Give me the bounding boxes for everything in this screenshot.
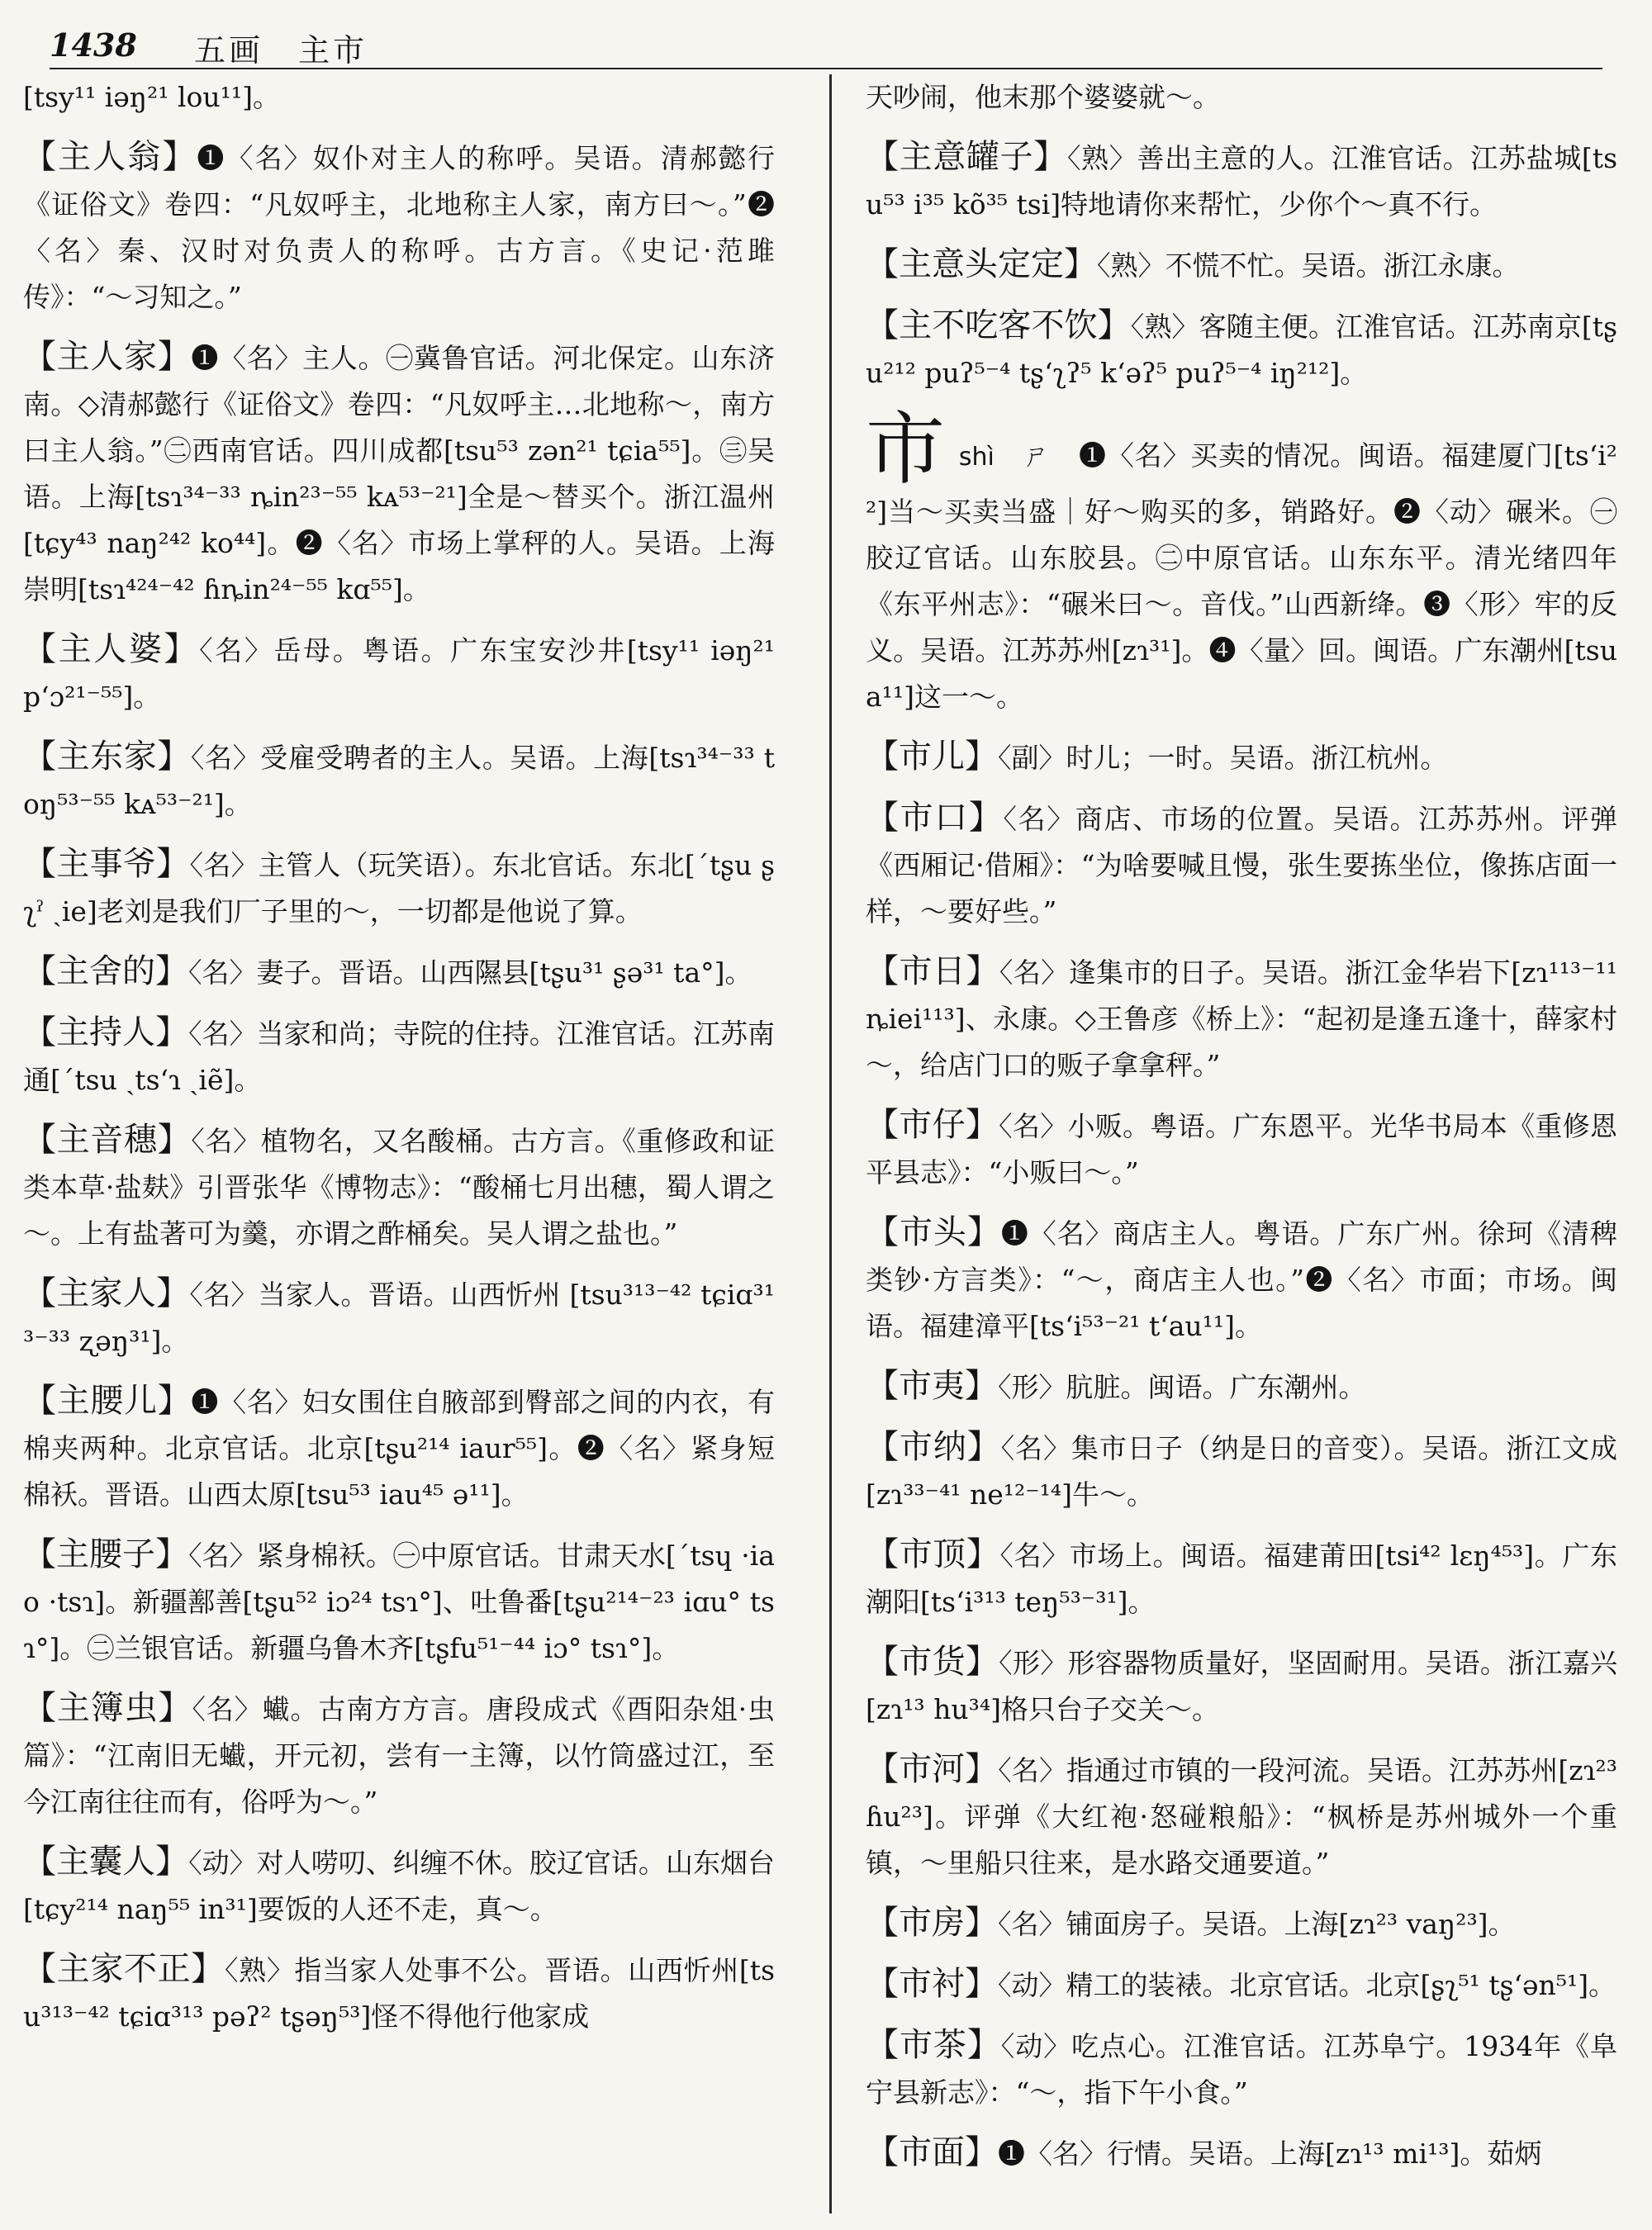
entry-body: ❶〈名〉商店主人。粤语。广东广州。徐珂《清稗类钞·方言类》：“～，商店主人也。”❷〈名〉市面；市场。闽语。福建漳平[ts‘i⁵³⁻²¹ t‘au¹¹]。 — [866, 1217, 1617, 1342]
entry-body: 〈名〉市场上。闽语。福建莆田[tsi⁴² lɛŋ⁴⁵³]。广东潮阳[ts‘i³¹³ teŋ⁵³⁻³¹]。 — [866, 1540, 1617, 1618]
dictionary-entry — [866, 134, 1617, 228]
entry-body: 〈名〉紧身棉袄。㊀中原官话。甘肃天水[ˊtsɥ ·iao ·tsɿ]。新疆鄯善[tʂu⁵² iɔ²⁴ tsɿ°]、吐鲁番[tʂu²¹⁴⁻²³ iɑu° tsɿ°]。㊁兰银官话。新疆乌鲁木齐[tʂfu⁵¹⁻⁴⁴ iɔ° tsɿ°]。 — [23, 1540, 775, 1664]
entry-body: 〈熟〉善出主意的人。江淮官话。江苏盐城[tsu⁵³ i³⁵ kõ³⁵ tsi]特地请你来帮忙，少你个～真不行。 — [866, 142, 1617, 221]
entry-body: 〈熟〉指当家人处事不公。晋语。山西忻州[tsu³¹³⁻⁴² tɕiɑ³¹³ pəʔ² tʂəŋ⁵³]怪不得他行他家成 — [23, 1954, 775, 2033]
dictionary-entry — [23, 1009, 775, 1103]
entry-body: 天吵闹，他末那个婆婆就～。 — [866, 81, 1220, 113]
left-column — [23, 74, 775, 2205]
dictionary-entry — [866, 1424, 1617, 1518]
dictionary-entry — [866, 1363, 1617, 1411]
entry-pinyin: shì — [958, 443, 995, 472]
entry-body: 〈形〉形容器物质量好，坚固耐用。吴语。浙江嘉兴[zɿ¹³ hu³⁴]格只台子交关～。 — [866, 1647, 1617, 1725]
entry-headword: 【主人翁】 — [23, 138, 197, 176]
entry-body: 〈形〉肮脏。闽语。广东潮州。 — [998, 1371, 1366, 1403]
entry-headword: 【市口】 — [866, 799, 1004, 837]
entry-body: 〈名〉指通过市镇的一段河流。吴语。江苏苏州[zɿ²³ ɦu²³]。评弹《大红袍·怒碰粮船》：“枫桥是苏州城外一个重镇，～里船只往来，是水路交通要道。” — [866, 1754, 1617, 1879]
entry-headword: 【市儿】 — [866, 738, 998, 776]
entry-headword: 【主意头定定】 — [866, 245, 1097, 283]
entry-headword: 【主腰儿】 — [23, 1382, 192, 1420]
entry-headword: 【市顶】 — [866, 1535, 1000, 1573]
dictionary-entry — [23, 134, 775, 320]
dictionary-entry — [866, 1102, 1617, 1196]
entry-headword: 【市纳】 — [866, 1428, 1001, 1466]
dictionary-entry — [866, 2129, 1617, 2177]
right-column — [866, 74, 1617, 2205]
entry-body: 〈名〉商店、市场的位置。吴语。江苏苏州。评弹《西厢记·借厢》：“为啥要喊且慢，张生要拣坐位，像拣店面一样，～要好些。” — [866, 803, 1617, 928]
entry-body: 〈名〉蠘。古南方方言。唐段成式《酉阳杂俎·虫篇》：“江南旧无蠘，开元初，尝有一主簿，以竹筒盛过江，至今江南往往而有，俗呼为～。” — [23, 1693, 775, 1818]
dictionary-entry — [23, 74, 775, 121]
entry-headword: 【市衬】 — [866, 1965, 998, 2003]
dictionary-entry — [866, 733, 1617, 781]
entry-body: 〈名〉岳母。粤语。广东宝安沙井[tsy¹¹ iəŋ²¹ p‘ɔ²¹⁻⁵⁵]。 — [23, 634, 775, 713]
entry-body: ❶〈名〉买卖的情况。闽语。福建厦门[ts‘i²²]当～买卖当盛｜好～购买的多，销路好。❷〈动〉碾米。㊀胶辽官话。山东胶县。㊁中原官话。山东东平。清光绪四年《东平州志》：“碾米曰～。音伐。”山西新绛。❸〈形〉牢的反义。吴语。江苏苏州[zɿ³¹]。❹〈量〉回。闽语。广东潮州[tsua¹¹]这一～。 — [866, 439, 1617, 713]
entry-headword: 【主事爷】 — [23, 845, 190, 883]
dictionary-entry — [866, 948, 1617, 1089]
dictionary-entry — [23, 1946, 775, 2040]
page-number: 1438 — [50, 26, 137, 64]
entry-body: 〈动〉对人唠叨、纠缠不休。胶辽官话。山东烟台[tɕy²¹⁴ naŋ⁵⁵ in³¹]要饭的人还不走，真～。 — [23, 1847, 775, 1925]
entry-headword: 【主人婆】 — [23, 630, 200, 668]
entry-headword: 【主东家】 — [23, 738, 191, 776]
dictionary-entry — [866, 1639, 1617, 1733]
entry-headword: 【市房】 — [866, 1904, 998, 1942]
dictionary-entry — [866, 2022, 1617, 2116]
entry-body: 〈名〉当家和尚；寺院的住持。江淮官话。江苏南通[ˊtsu ˏts‘ɿ ˏiẽ]。 — [23, 1018, 775, 1096]
entry-headword: 【主家人】 — [23, 1274, 190, 1312]
entry-body: 〈名〉集市日子（纳是日的音变）。吴语。浙江文成[zɿ³³⁻⁴¹ ne¹²⁻¹⁴]牛～。 — [866, 1432, 1617, 1511]
dictionary-entry — [866, 241, 1617, 289]
entry-headword: 【主持人】 — [23, 1013, 189, 1051]
entry-headword: 【主意罐子】 — [866, 138, 1067, 176]
entry-headword: 【市夷】 — [866, 1367, 998, 1405]
dictionary-entry — [23, 1270, 775, 1364]
entry-body: 〈名〉当家人。晋语。山西忻州 [tsu³¹³⁻⁴² tɕiɑ³¹³⁻³³ ʐəŋ³¹]。 — [23, 1279, 775, 1357]
dictionary-entry — [866, 795, 1617, 935]
dictionary-entry — [23, 626, 775, 720]
entry-body: [tsy¹¹ iəŋ²¹ lou¹¹]。 — [23, 81, 280, 113]
entry-body: 〈名〉小贩。粤语。广东恩平。光华书局本《重修恩平县志》：“小贩曰～。” — [866, 1110, 1617, 1189]
entry-headword: 【市茶】 — [866, 2026, 1001, 2064]
entry-headword: 【主音穗】 — [23, 1121, 192, 1159]
character-entry — [866, 403, 1617, 720]
entry-headword: 【市货】 — [866, 1643, 999, 1681]
entry-headword: 【市头】 — [866, 1213, 1001, 1251]
entry-headword: 【主舍的】 — [23, 952, 188, 990]
entry-body: ❶〈名〉主人。㊀冀鲁官话。河北保定。山东济南。◇清郝懿行《证俗文》卷四：“凡奴呼主…北地称～，南方曰主人翁。”㊁西南官话。四川成都[tsu⁵³ zən²¹ tɕia⁵⁵]。㊂吴语。上海[tsɿ³⁴⁻³³ ȵin²³⁻⁵⁵ kᴀ⁵³⁻²¹]全是～替买个。浙江温州[tɕy⁴³ naŋ²⁴² ko⁴⁴]。❷〈名〉市场上掌秤的人。吴语。上海崇明[tsɿ⁴²⁴⁻⁴² ɦȵin²⁴⁻⁵⁵ kɑ⁵⁵]。 — [23, 342, 775, 605]
dictionary-entry — [866, 302, 1617, 396]
entry-body: 〈熟〉不慌不忙。吴语。浙江永康。 — [1097, 249, 1520, 282]
page-header — [50, 23, 1602, 69]
entry-body: 〈名〉逢集市的日子。吴语。浙江金华岩下[zɿ¹¹³⁻¹¹ ȵiei¹¹³]、永康。◇王鲁彦《桥上》：“起初是逢五逢十，薛家村～，给店门口的贩子拿拿秤。” — [866, 956, 1617, 1081]
dictionary-entry — [866, 1961, 1617, 2009]
entry-headword: 【市面】 — [866, 2133, 998, 2171]
dictionary-entry — [866, 1531, 1617, 1625]
entry-body: 〈动〉吃点心。江淮官话。江苏阜宁。1934年《阜宁县新志》：“～，指下午小食。” — [866, 2030, 1617, 2109]
entry-body: 〈动〉精工的装裱。北京官话。北京[ʂʅ⁵¹ tʂ‘ən⁵¹]。 — [998, 1969, 1616, 2001]
entry-headword: 【市河】 — [866, 1750, 999, 1788]
entry-body: ❶〈名〉行情。吴语。上海[zɿ¹³ mi¹³]。茹炳 — [998, 2137, 1542, 2170]
entry-headword: 【主腰子】 — [23, 1535, 189, 1573]
entry-body: 〈名〉妻子。晋语。山西隰县[tʂu³¹ ʂə³¹ ta°]。 — [188, 956, 752, 989]
entry-body: ❶〈名〉奴仆对主人的称呼。吴语。清郝懿行《证俗文》卷四：“凡奴呼主，北地称主人家，南方曰～。”❷〈名〉秦、汉时对负责人的称呼。古方言。《史记·范雎传》：“～习知之。” — [23, 142, 775, 313]
entry-headword: 【主人家】 — [23, 338, 192, 376]
entry-body: 〈副〉时儿；一时。吴语。浙江杭州。 — [998, 742, 1448, 774]
entry-body: ❶〈名〉妇女围住自腋部到臀部之间的内衣，有棉夹两种。北京官话。北京[tʂu²¹⁴ iaur⁵⁵]。❷〈名〉紧身短棉袄。晋语。山西太原[tsu⁵³ iau⁴⁵ ə¹¹]。 — [23, 1386, 775, 1511]
dictionary-entry — [23, 1685, 775, 1825]
entry-headword: 【主簿虫】 — [23, 1689, 192, 1727]
dictionary-entry — [866, 74, 1617, 121]
entry-headword: 【市日】 — [866, 952, 999, 990]
dictionary-entry — [23, 1839, 775, 1933]
dictionary-entry — [23, 334, 775, 613]
entry-headword: 【主家不正】 — [23, 1950, 225, 1988]
dictionary-entry — [23, 1531, 775, 1672]
entry-headword: 【市仔】 — [866, 1106, 999, 1144]
dictionary-entry — [866, 1746, 1617, 1886]
entry-body: 〈名〉受雇受聘者的主人。吴语。上海[tsɿ³⁴⁻³³ toŋ⁵³⁻⁵⁵ kᴀ⁵³⁻²¹]。 — [23, 742, 775, 820]
dictionary-entry — [23, 1117, 775, 1257]
entry-body: 〈名〉主管人（玩笑语）。东北官话。东北[ˊtʂu ʂʅˀ ˏie]老刘是我们厂子里的～，一切都是他说了算。 — [23, 849, 775, 928]
entry-body: 〈熟〉客随主便。江淮官话。江苏南京[tʂu²¹² puʔ⁵⁻⁴ tʂ‘ʅʔ⁵ k‘əʔ⁵ puʔ⁵⁻⁴ iŋ²¹²]。 — [866, 311, 1617, 389]
dictionary-entry — [866, 1209, 1617, 1350]
header-rule — [50, 68, 1602, 69]
entry-zhuyin: ㄕ — [1023, 439, 1051, 472]
column-divider — [829, 74, 832, 2213]
entry-body: 〈名〉铺面房子。吴语。上海[zɿ²³ vaŋ²³]。 — [998, 1908, 1516, 1940]
section-title: 五画 主市 — [194, 32, 368, 69]
entry-headword: 【主囊人】 — [23, 1843, 189, 1881]
dictionary-entry — [866, 1900, 1617, 1948]
entry-body: 〈名〉植物名，又名酸桶。古方言。《重修政和证类本草·盐麸》引晋张华《博物志》：“酸桶七月出穗，蜀人谓之～。上有盐著可为羹，亦谓之酢桶矣。吴人谓之盐也。” — [23, 1125, 775, 1250]
dictionary-entry — [23, 1378, 775, 1518]
dictionary-entry — [23, 948, 775, 996]
dictionary-entry — [23, 841, 775, 935]
dictionary-entry — [23, 733, 775, 828]
entry-character: 市 — [866, 403, 946, 496]
entry-headword: 【主不吃客不饮】 — [866, 306, 1131, 344]
